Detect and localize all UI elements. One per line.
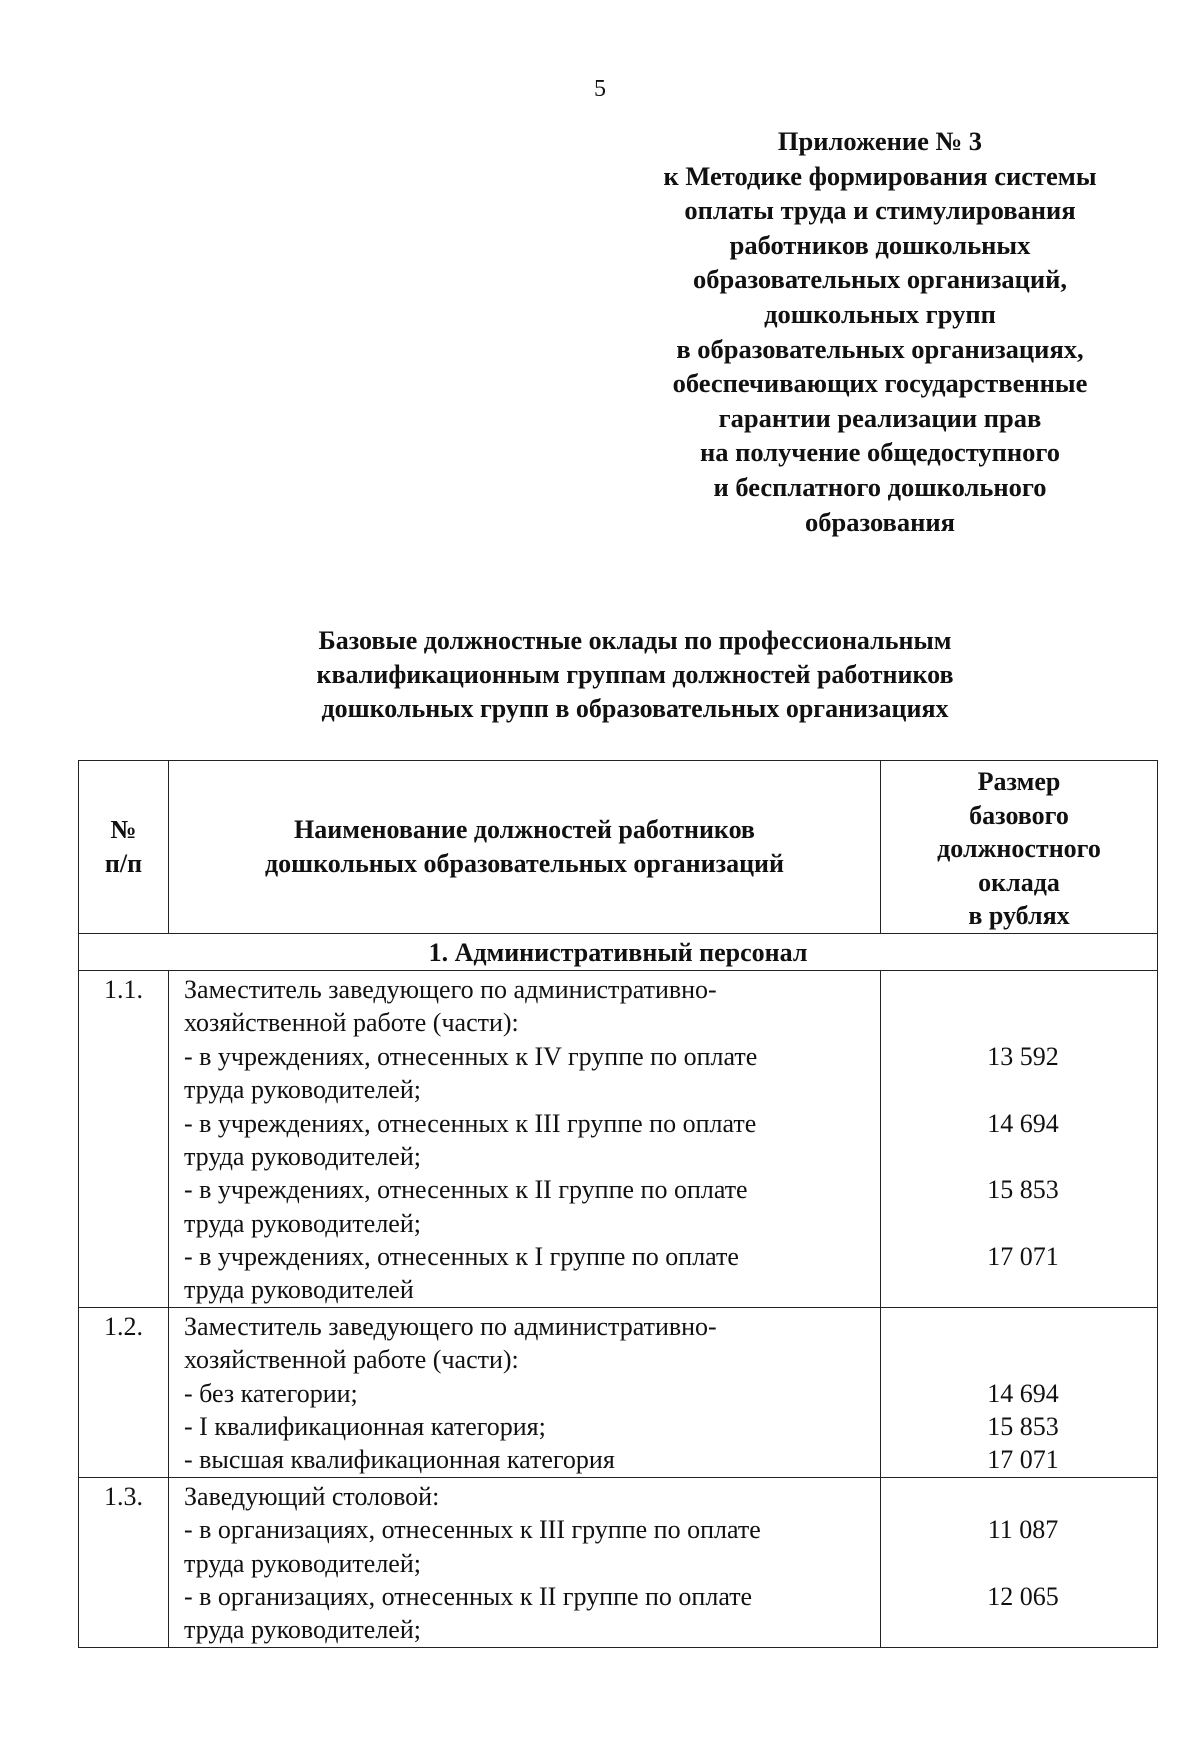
appendix-line: гарантии реализации прав — [718, 402, 1042, 433]
position-line: хозяйственной работе (части): — [184, 1008, 519, 1038]
row-number: 1.2. — [79, 1307, 169, 1477]
title-line: квалификационным группам должностей работников — [316, 660, 954, 689]
position-line: труда руководителей; — [184, 1075, 421, 1105]
salary-amount — [889, 1273, 1157, 1306]
header-text: Наименование должностей работников — [294, 814, 755, 844]
position-line: - в учреждениях, отнесенных к IV группе по оплате — [184, 1041, 758, 1071]
salary-amount-cell — [881, 1477, 1158, 1647]
appendix-line: в образовательных организациях, — [676, 333, 1084, 364]
header-text: оклада — [978, 867, 1060, 897]
salary-table — [78, 760, 1158, 1648]
appendix-line: на получение общедоступного — [699, 437, 1061, 468]
table-row — [79, 1307, 1158, 1477]
header-text: Размер — [977, 767, 1061, 796]
position-line: - без категории; — [184, 1378, 358, 1408]
position-line: труда руководителей — [184, 1275, 414, 1305]
salary-amount: 14 694 — [987, 1108, 1059, 1138]
table-body — [79, 970, 1158, 1647]
appendix-line: дошкольных групп — [764, 298, 996, 329]
position-line: - в учреждениях, отнесенных к I группе по оплате — [184, 1242, 739, 1272]
salary-amount: 15 853 — [987, 1175, 1059, 1205]
title-line: Базовые должностные оклады по профессиональным — [318, 626, 952, 655]
header-text: п/п — [104, 848, 143, 878]
salary-amount: 12 065 — [987, 1582, 1059, 1611]
row-number: 1.3. — [79, 1477, 169, 1647]
position-line: Заведующий столовой: — [184, 1481, 440, 1511]
header-name-cell — [169, 761, 881, 934]
salary-amount — [889, 1480, 1157, 1513]
position-name-cell — [169, 1307, 881, 1477]
appendix-heading — [640, 124, 1120, 539]
position-line: - в организациях, отнесенных к III группе по оплате — [184, 1515, 761, 1545]
header-text: должностного — [937, 834, 1101, 864]
salary-amount-cell — [881, 1307, 1158, 1477]
position-line: труда руководителей; — [184, 1141, 421, 1171]
table-row — [79, 970, 1158, 1307]
salary-amount: 14 694 — [987, 1378, 1059, 1408]
salary-amount — [889, 1310, 1157, 1343]
appendix-line: образования — [804, 506, 955, 537]
salary-amount — [889, 1073, 1157, 1106]
salary-amount: 17 071 — [987, 1445, 1059, 1475]
position-line: - высшая квалификационная категория — [184, 1445, 615, 1475]
document-title — [255, 624, 1015, 726]
position-line: труда руководителей; — [184, 1615, 421, 1645]
position-line: - в учреждениях, отнесенных к III группе по оплате — [184, 1108, 757, 1138]
position-name-cell — [169, 1477, 881, 1647]
header-text: дошкольных образовательных организаций — [264, 848, 785, 878]
appendix-line: к Методике формирования системы — [663, 160, 1097, 191]
position-line: хозяйственной работе (части): — [184, 1345, 519, 1375]
header-text: в рублях — [968, 901, 1070, 931]
header-number-cell — [79, 761, 169, 934]
table-header-row — [79, 761, 1158, 934]
salary-amount — [889, 1006, 1157, 1039]
salary-amount — [889, 1547, 1157, 1580]
position-line: труда руководителей; — [184, 1208, 421, 1238]
salary-amount: 13 592 — [987, 1041, 1059, 1071]
appendix-line: и бесплатного дошкольного — [713, 471, 1047, 502]
salary-amount: 15 853 — [987, 1412, 1059, 1442]
salary-amount — [889, 1343, 1157, 1376]
header-text: базового — [969, 800, 1069, 830]
table-row — [79, 1477, 1158, 1647]
salary-amount: 11 087 — [987, 1515, 1059, 1545]
salary-amount-cell — [881, 970, 1158, 1307]
position-line: - в организациях, отнесенных к II группе по оплате — [184, 1582, 753, 1611]
position-line: - I квалификационная категория; — [184, 1412, 546, 1442]
appendix-line: обеспечивающих государственные — [672, 368, 1088, 399]
salary-amount: 17 071 — [987, 1242, 1059, 1272]
section-row — [79, 933, 1158, 970]
title-line: дошкольных групп в образовательных организациях — [321, 694, 949, 723]
appendix-line: работников дошкольных — [729, 229, 1031, 260]
appendix-line: оплаты труда и стимулирования — [684, 195, 1076, 226]
appendix-line: Приложение № 3 — [777, 126, 983, 156]
section-title: 1. Административный персонал — [79, 933, 1158, 970]
position-name-cell — [169, 970, 881, 1307]
position-line: Заместитель заведующего по административно- — [184, 1311, 717, 1341]
salary-amount — [889, 1613, 1157, 1646]
page-number: 5 — [594, 76, 606, 102]
position-line: - в учреждениях, отнесенных к II группе по оплате — [184, 1175, 748, 1205]
salary-amount — [889, 973, 1157, 1006]
header-text: № — [110, 814, 137, 844]
salary-amount — [889, 1207, 1157, 1240]
position-line: Заместитель заведующего по административно- — [184, 974, 717, 1004]
header-amount-cell — [881, 761, 1158, 934]
salary-amount — [889, 1140, 1157, 1173]
row-number: 1.1. — [79, 970, 169, 1307]
appendix-line: образовательных организаций, — [692, 264, 1068, 295]
position-line: труда руководителей; — [184, 1548, 421, 1578]
